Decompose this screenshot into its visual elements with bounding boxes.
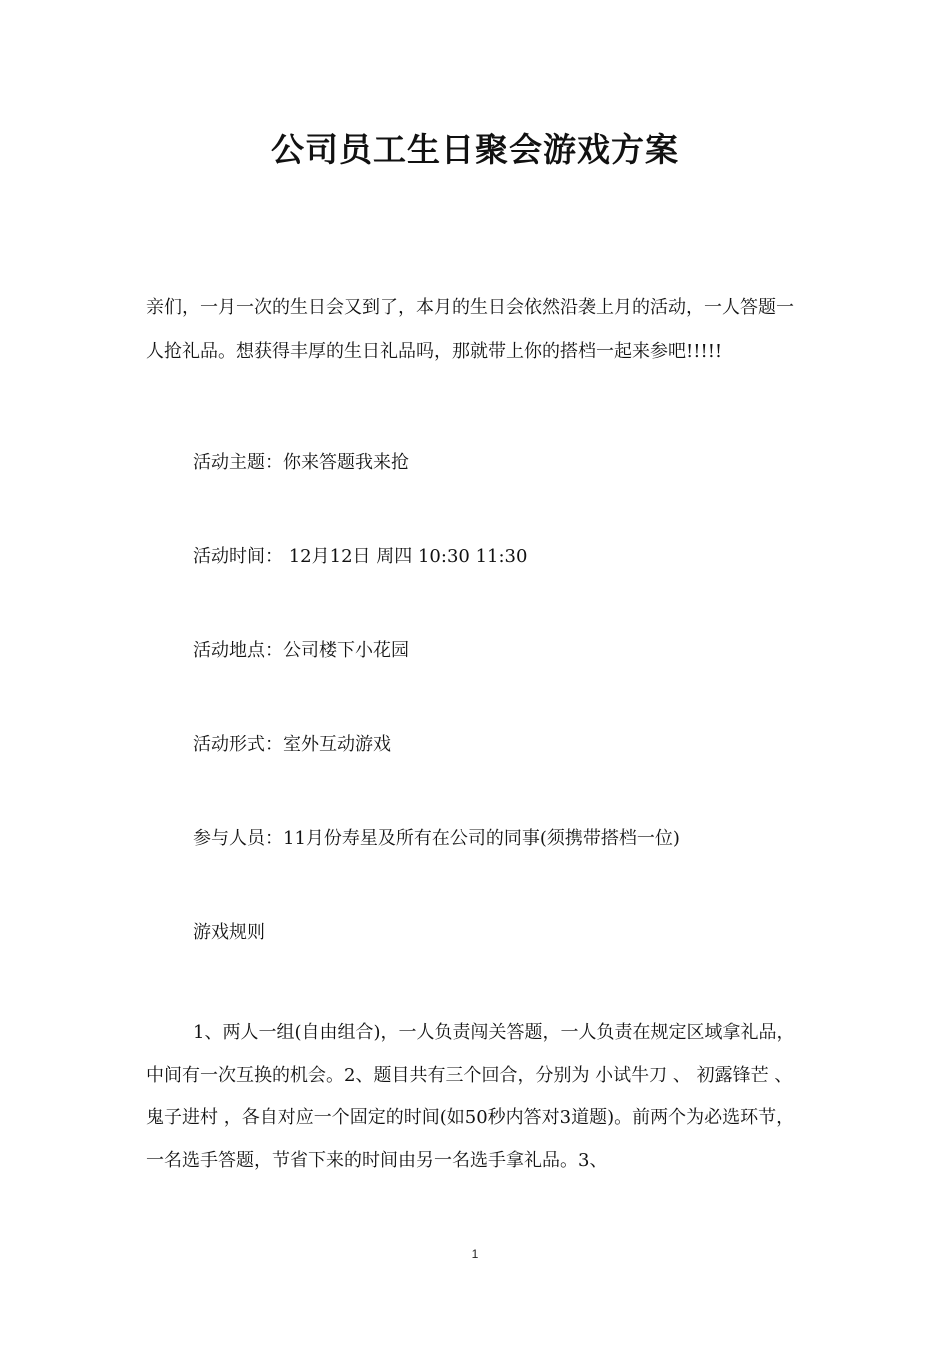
- detail-time: 活动时间： 12月12日 周四 10:30 11:30: [193, 546, 528, 567]
- detail-theme: 活动主题：你来答题我来抢: [193, 452, 409, 473]
- document-title: 公司员工生日聚会游戏方案: [271, 130, 679, 169]
- page-number: 1: [471, 1247, 479, 1261]
- detail-format: 活动形式：室外互动游戏: [193, 734, 391, 755]
- detail-location: 活动地点：公司楼下小花园: [193, 640, 409, 661]
- intro-paragraph: 亲们，一月一次的生日会又到了，本月的生日会依然沿袭上月的活动，一人答题一人抢礼品。想获得丰厚的生日礼品吗，那就带上你的搭档一起来参吧!!!!!: [146, 297, 794, 362]
- rules-heading: 游戏规则: [193, 922, 265, 943]
- detail-participants: 参与人员：11月份寿星及所有在公司的同事(须携带搭档一位): [193, 828, 680, 849]
- rules-paragraph: 1、两人一组(自由组合)，一人负责闯关答题，一人负责在规定区域拿礼品，中间有一次互换的机会。2、题目共有三个回合，分别为 小试牛刀 、 初露锋芒 、 鬼子进村 ，各自对应一个固定的时间(如50秒内答对3道题)。前两个为必选环节，一名选手答题，节省下来的时间由另一名选手拿礼品。3、: [146, 1022, 795, 1171]
